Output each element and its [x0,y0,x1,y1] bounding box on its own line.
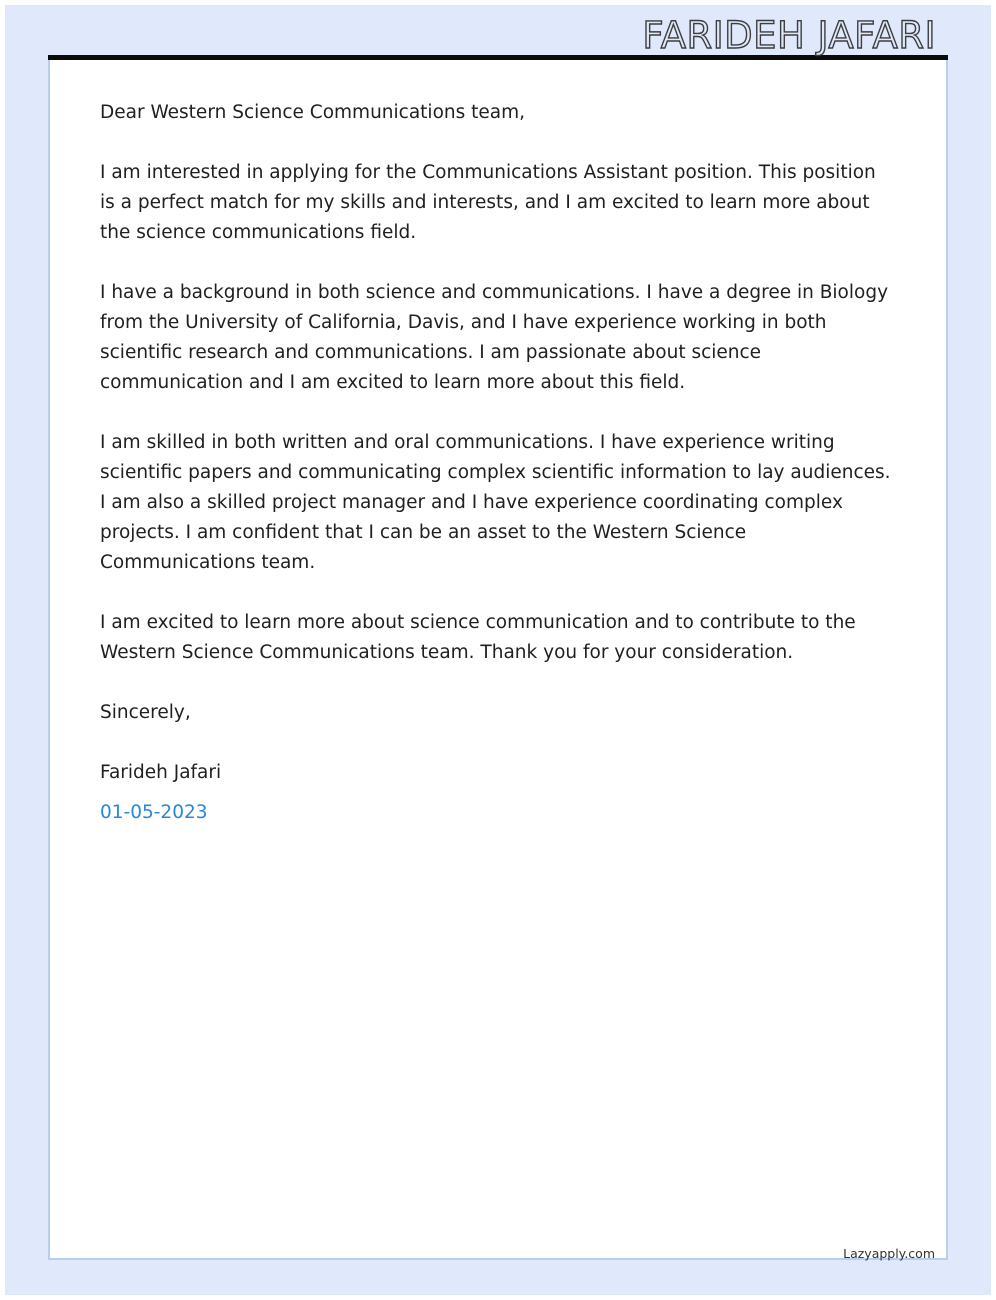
applicant-name-header: FARIDEH JAFARI [642,14,936,57]
footer-brand-link[interactable]: Lazyapply.com [843,1246,935,1261]
letter-date: 01-05-2023 [100,802,208,823]
cover-letter-body [100,98,896,828]
salutation: Dear Western Science Communications team, [100,102,526,123]
letter-paragraph: I am skilled in both written and oral communications. I have experience writing scientific papers and communicating complex scientific information to lay audiences. I am also a skilled project manager and I have experience coordinating complex projects. I am confident that I can be an asset to the Western Science Communications team. [100,432,891,573]
letter-paragraph: I am excited to learn more about science communication and to contribute to the Western Science Communications team. Thank you for your consideration. [100,612,856,663]
letter-paragraph: I am interested in applying for the Communications Assistant position. This position is a perfect match for my skills and interests, and I am excited to learn more about the science communications field. [100,162,876,243]
signature-name: Farideh Jafari [100,762,222,783]
letter-paragraph: I have a background in both science and communications. I have a degree in Biology from the University of California, Davis, and I have experience working in both scientific research and communications. I am passionate about science communication and I am excited to learn more about this field. [100,282,889,393]
closing: Sincerely, [100,702,191,723]
